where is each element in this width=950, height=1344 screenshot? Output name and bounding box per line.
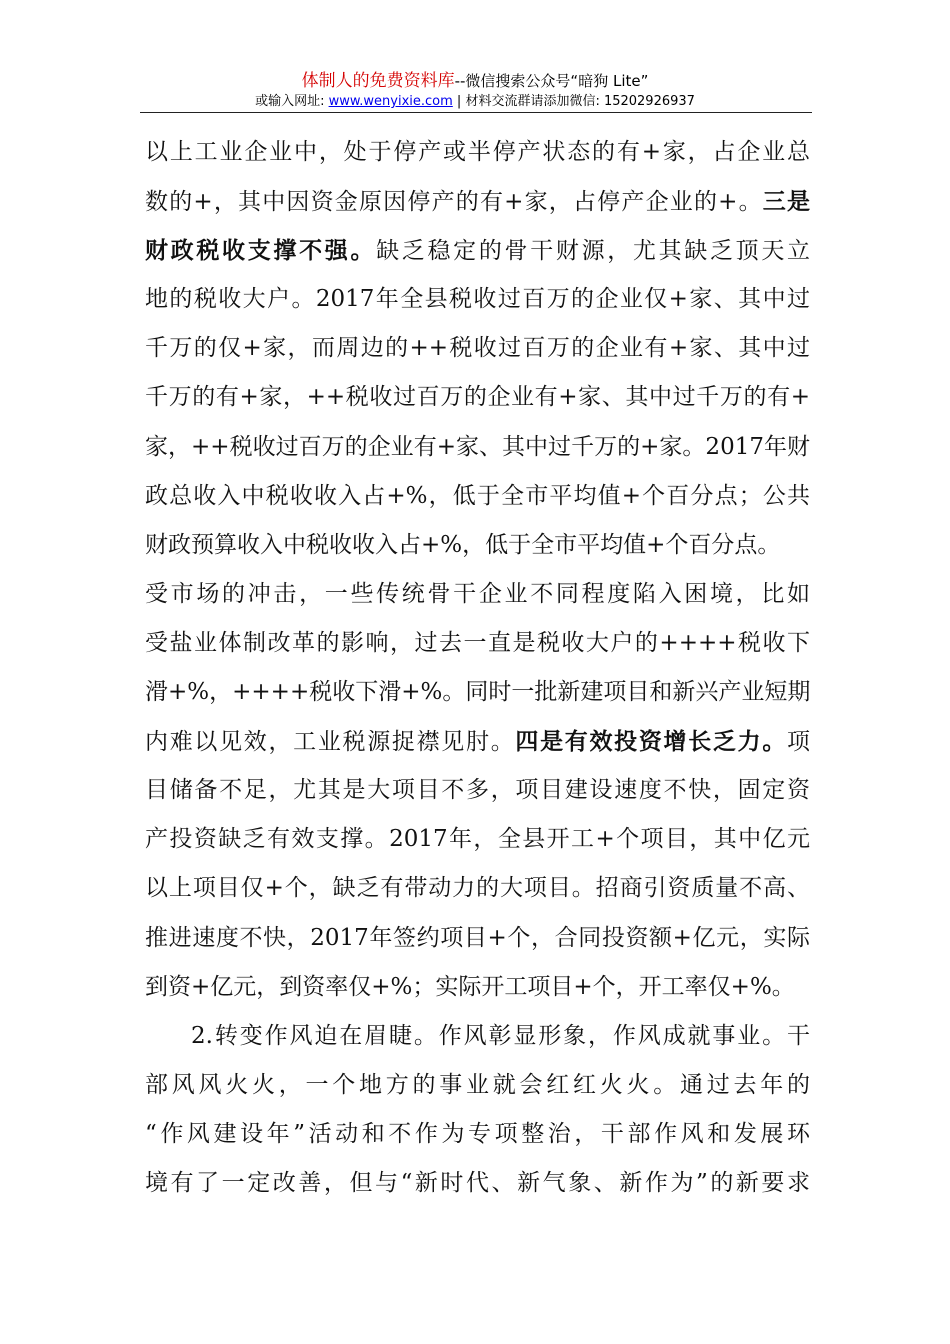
text-line xyxy=(145,1159,810,1208)
text-line xyxy=(145,1012,810,1061)
line-text: 滑+%，++++税收下滑+%。同时一批新建项目和新兴产业短期 xyxy=(145,679,811,706)
header-subtitle: --微信搜索公众号“暗狗 Lite” xyxy=(454,72,649,90)
website-link[interactable]: www.wenyixie.com xyxy=(328,94,453,109)
text-line xyxy=(145,521,810,570)
header-url-line xyxy=(0,92,950,112)
url-prefix: 或输入网址: xyxy=(255,94,329,109)
text-line xyxy=(145,570,810,619)
text-line xyxy=(145,472,810,521)
text-line xyxy=(145,668,810,717)
document-header xyxy=(0,70,950,112)
line-text: “作风建设年”活动和不作为专项整治，干部作风和发展环 xyxy=(145,1120,810,1147)
document-body xyxy=(145,128,810,1208)
line-tail: 项 xyxy=(787,729,811,756)
text-line xyxy=(145,177,810,226)
line-text: 部风风火火，一个地方的事业就会红红火火。通过去年的 xyxy=(145,1071,810,1098)
text-line xyxy=(145,914,810,963)
line-text: 境有了一定改善，但与“新时代、新气象、新作为”的新要求 xyxy=(145,1169,810,1196)
bold-phrase: 三是 xyxy=(762,188,810,216)
text-line xyxy=(145,128,810,177)
text-line xyxy=(145,619,810,668)
line-text: 内难以见效，工业税源捉襟见肘。 xyxy=(145,729,516,756)
line-text: 财政预算收入中税收收入占+%，低于全市平均值+个百分点。 xyxy=(145,531,781,558)
text-line xyxy=(145,717,810,766)
text-line xyxy=(145,864,810,913)
line-text: 政总收入中税收收入占+%，低于全市平均值+个百分点；公共 xyxy=(145,482,810,509)
text-line xyxy=(145,1061,810,1110)
line-text: 推进速度不快，2017年签约项目+个，合同投资额+亿元，实际 xyxy=(145,924,810,951)
line-text: 千万的仅+家，而周边的++税收过百万的企业有+家、其中过 xyxy=(145,335,810,362)
bold-phrase: 财政税收支撑不强。 xyxy=(145,237,377,265)
line-text: 受市场的冲击，一些传统骨干企业不同程度陷入困境，比如 xyxy=(145,580,810,607)
text-line xyxy=(145,373,810,422)
header-title-line xyxy=(0,70,950,92)
line-text: 产投资缺乏有效支撑。2017年，全县开工+个项目，其中亿元 xyxy=(145,826,810,853)
brand-title: 体制人的免费资料库 xyxy=(301,71,455,91)
line-text: 目储备不足，尤其是大项目不多，项目建设速度不快，固定资 xyxy=(145,777,810,804)
line-text: 以上工业企业中，处于停产或半停产状态的有+家，占企业总 xyxy=(145,139,810,165)
line-text: 受盐业体制改革的影响，过去一直是税收大户的++++税收下 xyxy=(145,629,810,656)
text-line xyxy=(145,324,810,373)
line-text: 2.转变作风迫在眉睫。作风彰显形象，作风成就事业。干 xyxy=(191,1022,810,1049)
text-line xyxy=(145,815,810,864)
bold-phrase: 四是有效投资增长乏力。 xyxy=(515,728,788,756)
text-line xyxy=(145,963,810,1012)
line-text: 千万的有+家，++税收过百万的企业有+家、其中过千万的有+ xyxy=(145,384,810,411)
line-text: 到资+亿元，到资率仅+%；实际开工项目+个，开工率仅+%。 xyxy=(145,973,795,1000)
url-suffix: | 材料交流群请添加微信: 15202926937 xyxy=(452,94,695,109)
line-text: 地的税收大户。2017年全县税收过百万的企业仅+家、其中过 xyxy=(145,286,810,313)
line-text: 缺乏稳定的骨干财源，尤其缺乏顶天立 xyxy=(376,238,811,265)
header-divider xyxy=(140,112,812,113)
text-line xyxy=(145,275,810,324)
text-line xyxy=(145,226,810,275)
text-line xyxy=(145,766,810,815)
line-text: 以上项目仅+个，缺乏有带动力的大项目。招商引资质量不高、 xyxy=(145,875,810,902)
text-line xyxy=(145,423,810,472)
line-text: 家，++税收过百万的企业有+家、其中过千万的+家。2017年财 xyxy=(145,433,810,460)
line-text: 数的+，其中因资金原因停产的有+家，占停产企业的+。 xyxy=(145,189,763,216)
text-line xyxy=(145,1110,810,1159)
